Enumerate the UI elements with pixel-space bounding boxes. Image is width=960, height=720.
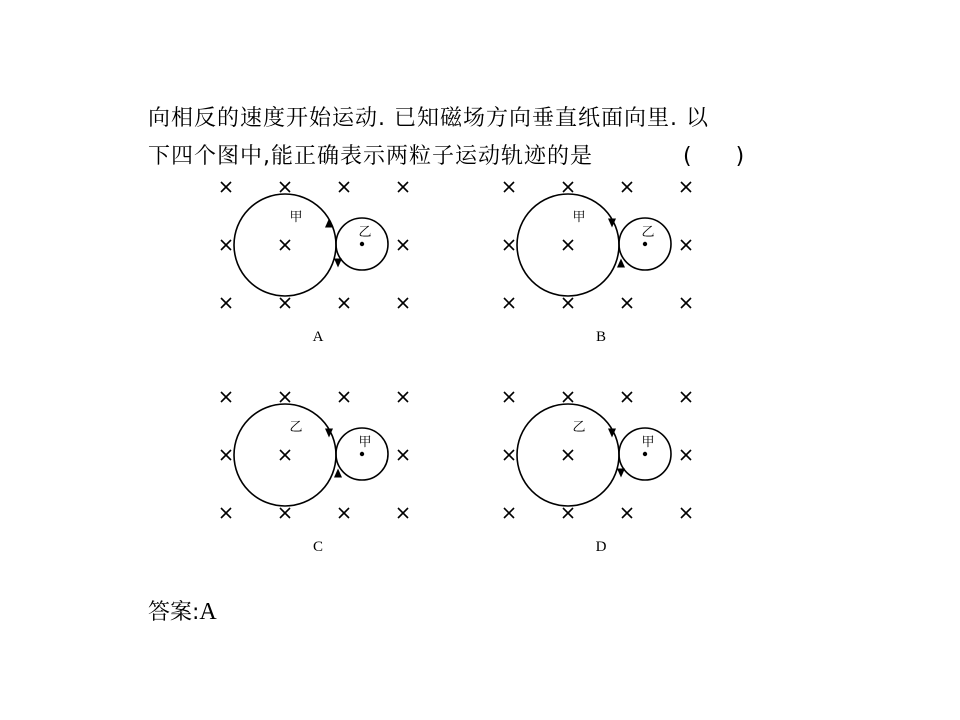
- field-cross-icon: [504, 240, 514, 250]
- small-circle-center-dot: [360, 242, 364, 246]
- field-cross-icon: [563, 298, 573, 308]
- field-cross-icon: [280, 182, 290, 192]
- field-cross-icon: [398, 240, 408, 250]
- field-cross-icon: [221, 508, 231, 518]
- large-circle-particle-label: 甲: [289, 210, 303, 225]
- figure-c: [210, 385, 430, 560]
- small-circle-arrow-icon: [617, 469, 625, 478]
- field-cross-icon: [504, 182, 514, 192]
- question-line-2: 下四个图中,能正确表示两粒子运动轨迹的是: [148, 144, 593, 169]
- field-cross-icon: [339, 508, 349, 518]
- field-cross-icon: [563, 508, 573, 518]
- figure-option-label: B: [595, 329, 607, 345]
- field-cross-icon: [221, 298, 231, 308]
- field-cross-icon: [398, 298, 408, 308]
- field-cross-icon: [622, 392, 632, 402]
- field-cross-icon: [504, 450, 514, 460]
- small-circle-center-dot: [643, 452, 647, 456]
- field-cross-icon: [681, 182, 691, 192]
- figure-option-label: A: [312, 329, 324, 345]
- field-cross-icon: [563, 450, 573, 460]
- small-circle-arrow-icon: [334, 259, 342, 268]
- field-cross-icon: [280, 508, 290, 518]
- question-line-1: 向相反的速度开始运动. 已知磁场方向垂直纸面向里. 以: [148, 106, 709, 131]
- field-cross-icon: [339, 182, 349, 192]
- field-cross-icon: [681, 450, 691, 460]
- large-circle-particle-label: 乙: [289, 420, 303, 435]
- answer-line: [148, 598, 217, 627]
- field-cross-icon: [681, 508, 691, 518]
- small-circle-center-dot: [360, 452, 364, 456]
- field-cross-icon: [280, 392, 290, 402]
- field-cross-icon: [339, 298, 349, 308]
- field-cross-icon: [398, 182, 408, 192]
- field-cross-icon: [398, 392, 408, 402]
- answer-prefix: 答案:: [148, 600, 200, 625]
- field-cross-icon: [622, 182, 632, 192]
- field-cross-icon: [280, 298, 290, 308]
- field-cross-icon: [398, 450, 408, 460]
- small-circle-particle-label: 乙: [641, 225, 655, 240]
- figure-a: [210, 175, 430, 350]
- field-cross-icon: [681, 298, 691, 308]
- field-cross-icon: [504, 298, 514, 308]
- field-cross-icon: [681, 392, 691, 402]
- field-cross-icon: [339, 392, 349, 402]
- large-circle-particle-label: 乙: [572, 420, 586, 435]
- field-cross-icon: [622, 508, 632, 518]
- small-circle-particle-label: 甲: [641, 435, 655, 450]
- field-cross-icon: [563, 240, 573, 250]
- small-circle-center-dot: [643, 242, 647, 246]
- figure-b: [493, 175, 713, 350]
- small-circle-particle-label: 甲: [358, 435, 372, 450]
- field-cross-icon: [280, 450, 290, 460]
- figure-d: [493, 385, 713, 560]
- figure-option-label: C: [312, 539, 324, 555]
- field-cross-icon: [563, 182, 573, 192]
- answer-value: A: [199, 599, 217, 625]
- field-cross-icon: [504, 508, 514, 518]
- field-cross-icon: [221, 182, 231, 192]
- large-circle-particle-label: 甲: [572, 210, 586, 225]
- field-cross-icon: [221, 392, 231, 402]
- field-cross-icon: [681, 240, 691, 250]
- field-cross-icon: [504, 392, 514, 402]
- small-circle-particle-label: 乙: [358, 225, 372, 240]
- field-cross-icon: [221, 240, 231, 250]
- field-cross-icon: [221, 450, 231, 460]
- field-cross-icon: [280, 240, 290, 250]
- field-cross-icon: [563, 392, 573, 402]
- field-cross-icon: [398, 508, 408, 518]
- field-cross-icon: [622, 298, 632, 308]
- figure-option-label: D: [595, 539, 607, 555]
- answer-bracket: ( ): [683, 144, 745, 169]
